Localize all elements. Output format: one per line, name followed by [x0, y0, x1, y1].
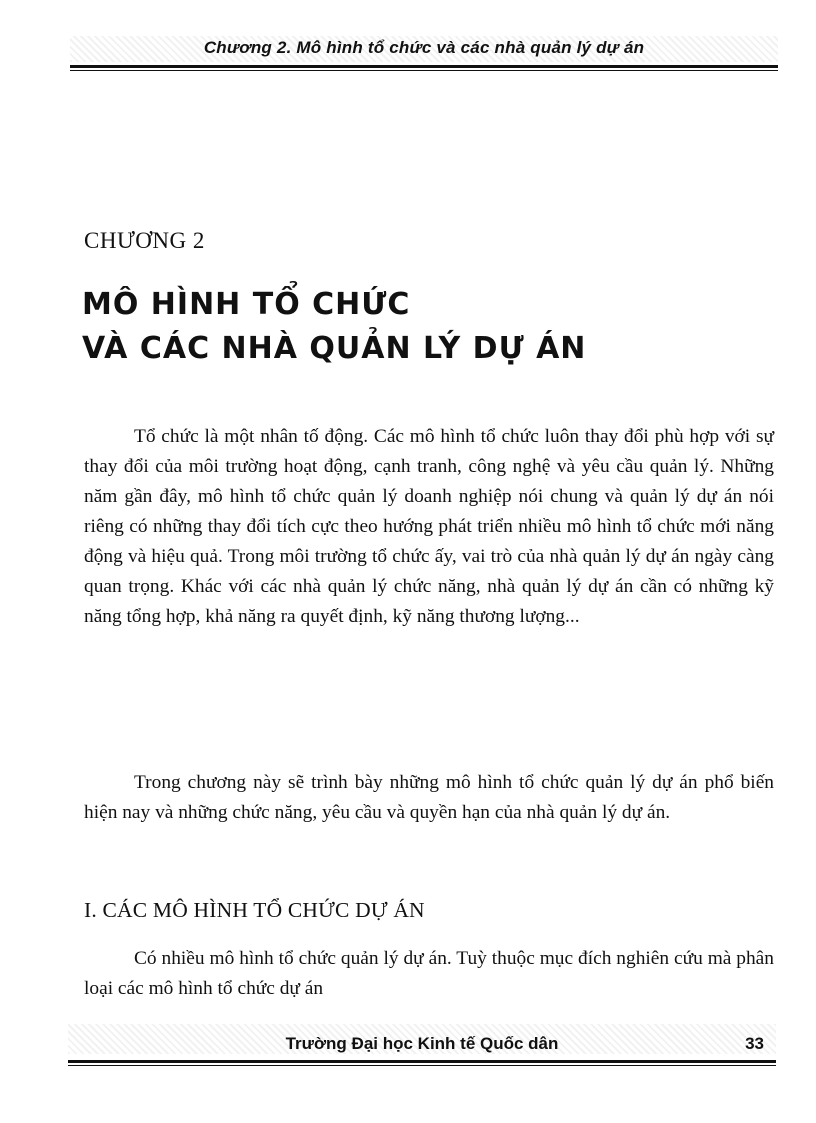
header-rule-thick [70, 65, 778, 68]
header-rule-thin [70, 70, 778, 71]
chapter-title-line-2: VÀ CÁC NHÀ QUẢN LÝ DỰ ÁN [82, 331, 587, 366]
footer-rule-thick [68, 1060, 776, 1063]
body-paragraph-1: Tổ chức là một nhân tố động. Các mô hình tổ chức luôn thay đổi phù hợp với sự thay đổi của môi trường hoạt động, cạnh tranh, công nghệ và yêu cầu quản lý. Những năm gần đây, mô hình tổ chức quản lý doanh nghiệp nói chung và quản lý dự án nói riêng có những thay đổi tích cực theo hướng phát triển nhiều mô hình tổ chức mới năng động và hiệu quả. Trong môi trường tổ chức ấy, vai trò của nhà quản lý dự án ngày càng quan trọng. Khác với các nhà quản lý chức năng, nhà quản lý dự án cần có những kỹ năng tổng hợp, khả năng ra quyết định, kỹ năng thương lượng... [84, 426, 774, 627]
footer-institution: Trường Đại học Kinh tế Quốc dân [285, 1034, 559, 1053]
footer-rule-thin [68, 1065, 776, 1066]
section-paragraph: Có nhiều mô hình tổ chức quản lý dự án. Tuỳ thuộc mục đích nghiên cứu mà phân loại các mô hình tổ chức dự án [84, 948, 774, 999]
chapter-title [82, 283, 586, 371]
running-header-title: Chương 2. Mô hình tổ chức và các nhà quản lý dự án [203, 38, 645, 57]
page-footer [68, 1020, 776, 1068]
section-heading: I. CÁC MÔ HÌNH TỔ CHỨC DỰ ÁN [84, 898, 425, 922]
chapter-number: CHƯƠNG 2 [84, 228, 205, 253]
chapter-title-line-1: MÔ HÌNH TỔ CHỨC [82, 287, 411, 322]
body-paragraph-2: Trong chương này sẽ trình bày những mô hình tổ chức quản lý dự án phổ biến hiện nay và những chức năng, yêu cầu và quyền hạn của nhà quản lý dự án. [84, 772, 774, 823]
page-header [70, 30, 778, 70]
page-number: 33 [745, 1034, 764, 1053]
